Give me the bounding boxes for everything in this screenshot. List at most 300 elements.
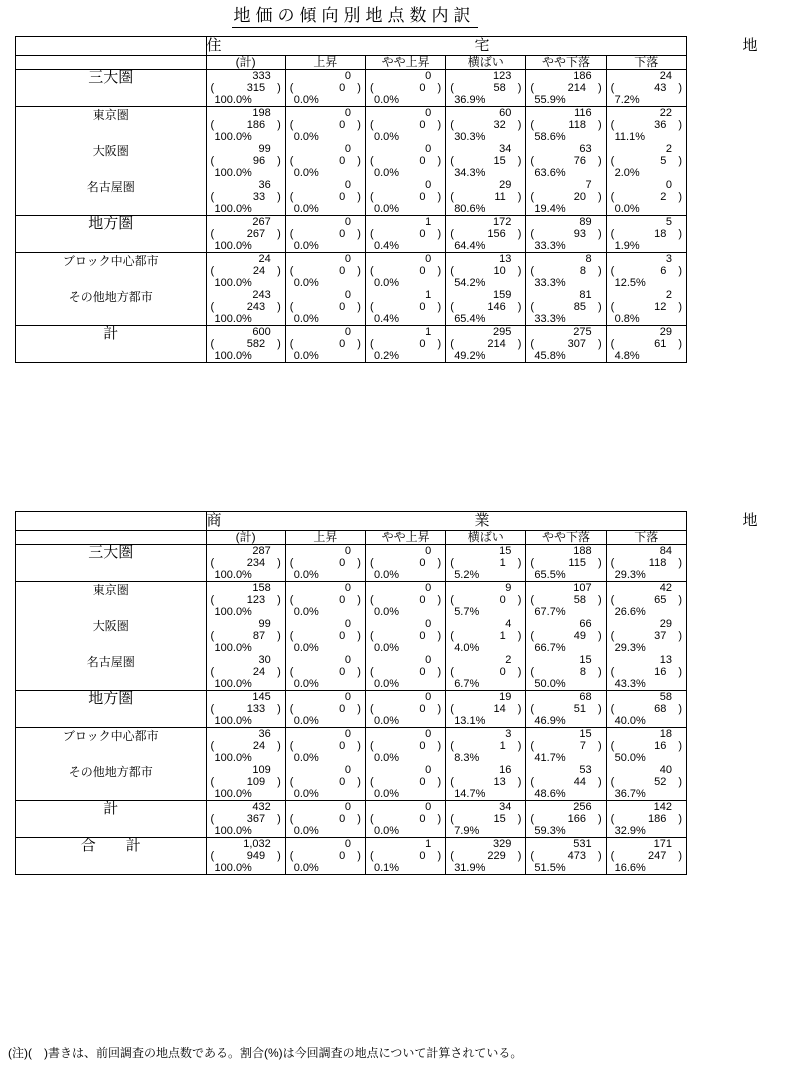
- percent-cell: 0.4%: [365, 313, 445, 326]
- previous-count: 0: [339, 82, 346, 94]
- previous-count-cell: [526, 740, 606, 752]
- close-paren: ): [437, 338, 442, 350]
- open-paren: (: [530, 155, 535, 167]
- column-header: やや上昇: [365, 56, 445, 70]
- previous-count: 93: [573, 228, 586, 240]
- close-paren: ): [517, 850, 522, 862]
- open-paren: (: [610, 557, 615, 569]
- percent-cell: 0.0%: [365, 277, 445, 289]
- open-paren: (: [610, 119, 615, 131]
- previous-count-cell: [285, 703, 365, 715]
- open-paren: (: [289, 301, 294, 313]
- previous-count-cell: [206, 155, 285, 167]
- previous-count-cell: [365, 301, 445, 313]
- row-label: 地方圏: [88, 215, 134, 232]
- percent-cell: 0.0%: [285, 678, 365, 691]
- percent-cell: 58.6%: [526, 131, 606, 143]
- previous-count: 2: [660, 191, 667, 203]
- close-paren: ): [277, 666, 281, 678]
- close-paren: ): [357, 666, 361, 678]
- close-paren: ): [678, 813, 682, 825]
- previous-count: 11: [494, 191, 506, 203]
- previous-count-cell: [446, 666, 526, 678]
- open-paren: (: [369, 338, 374, 350]
- previous-count-cell: [446, 703, 526, 715]
- open-paren: (: [610, 776, 615, 788]
- close-paren: ): [517, 265, 522, 277]
- previous-count: 0: [419, 119, 426, 131]
- count-cell: 1: [365, 838, 445, 851]
- previous-count: 229: [487, 850, 506, 862]
- close-paren: ): [437, 850, 442, 862]
- previous-count: 0: [339, 630, 346, 642]
- row-label-cell: [16, 838, 207, 875]
- count-cell: 30: [206, 654, 285, 666]
- percent-cell: 100.0%: [206, 203, 285, 216]
- percent-cell: 46.9%: [526, 715, 606, 728]
- previous-count: 146: [487, 301, 506, 313]
- previous-count-cell: [446, 191, 526, 203]
- count-cell: 1: [365, 326, 445, 339]
- open-paren: (: [369, 155, 374, 167]
- open-paren: (: [530, 594, 535, 606]
- previous-count: 109: [246, 776, 266, 788]
- previous-count: 0: [419, 191, 426, 203]
- open-paren: (: [450, 265, 454, 277]
- close-paren: ): [277, 703, 281, 715]
- open-paren: (: [369, 301, 374, 313]
- count-cell: 171: [606, 838, 686, 851]
- previous-count-cell: [446, 265, 526, 277]
- previous-count: 0: [339, 557, 346, 569]
- previous-count-cell: [285, 265, 365, 277]
- open-paren: (: [369, 119, 374, 131]
- count-cell: 145: [206, 691, 285, 704]
- previous-count: 96: [252, 155, 266, 167]
- previous-count-cell: [606, 630, 686, 642]
- close-paren: ): [597, 557, 602, 569]
- percent-cell: 0.0%: [285, 825, 365, 838]
- count-cell: 24: [206, 253, 285, 266]
- open-paren: (: [530, 630, 535, 642]
- open-paren: (: [289, 155, 294, 167]
- previous-count: 0: [419, 82, 426, 94]
- previous-count: 52: [654, 776, 667, 788]
- previous-count: 14: [493, 703, 506, 715]
- row-label: 三大圏: [88, 69, 134, 86]
- percent-cell: 4.8%: [606, 350, 686, 363]
- close-paren: ): [277, 557, 281, 569]
- previous-count-cell: [365, 265, 445, 277]
- previous-count: 1: [499, 740, 506, 752]
- percent-cell: 0.0%: [285, 788, 365, 801]
- count-cell: 24: [606, 70, 686, 83]
- previous-count-cell: [365, 740, 445, 752]
- count-cell: 2: [446, 654, 526, 666]
- count-cell: 53: [526, 764, 606, 776]
- percent-cell: 54.2%: [446, 277, 526, 289]
- open-paren: (: [289, 119, 294, 131]
- open-paren: (: [450, 630, 454, 642]
- row-label-cell: [16, 107, 207, 216]
- close-paren: ): [597, 850, 602, 862]
- previous-count: 0: [339, 338, 346, 350]
- percent-cell: 0.0%: [285, 240, 365, 253]
- previous-count: 1: [499, 630, 506, 642]
- table-row: [16, 216, 687, 229]
- previous-count-cell: [446, 850, 526, 862]
- section-label: 住 宅 地: [206, 37, 810, 54]
- previous-count-cell: [526, 228, 606, 240]
- close-paren: ): [678, 191, 682, 203]
- column-header: 横ばい: [446, 531, 526, 545]
- table-row: [16, 582, 687, 595]
- percent-cell: 0.0%: [365, 678, 445, 691]
- previous-count: 76: [573, 155, 586, 167]
- previous-count: 582: [246, 338, 266, 350]
- count-cell: 15: [526, 654, 606, 666]
- close-paren: ): [597, 776, 602, 788]
- previous-count-cell: [206, 630, 285, 642]
- open-paren: (: [530, 813, 535, 825]
- close-paren: ): [678, 594, 682, 606]
- column-header: (計): [206, 56, 285, 70]
- count-cell: 0: [285, 289, 365, 301]
- close-paren: ): [357, 557, 361, 569]
- close-paren: ): [437, 82, 442, 94]
- open-paren: (: [210, 155, 215, 167]
- previous-count: 5: [660, 155, 667, 167]
- previous-count-cell: [526, 776, 606, 788]
- previous-count: 123: [246, 594, 266, 606]
- open-paren: (: [289, 82, 294, 94]
- row-label: 合 計: [80, 837, 141, 854]
- count-cell: 5: [606, 216, 686, 229]
- previous-count-cell: [606, 191, 686, 203]
- count-cell: 0: [285, 70, 365, 83]
- section-corner: [16, 37, 207, 56]
- count-cell: 58: [606, 691, 686, 704]
- open-paren: (: [610, 301, 615, 313]
- previous-count: 24: [252, 265, 266, 277]
- open-paren: (: [289, 228, 294, 240]
- close-paren: ): [678, 666, 682, 678]
- close-paren: ): [437, 666, 442, 678]
- open-paren: (: [369, 776, 374, 788]
- row-label-cell: [16, 801, 207, 838]
- previous-count-cell: [526, 850, 606, 862]
- percent-cell: 100.0%: [206, 862, 285, 875]
- previous-count-cell: [285, 850, 365, 862]
- row-label: その他地方都市: [68, 765, 153, 779]
- close-paren: ): [357, 265, 361, 277]
- previous-count-cell: [365, 703, 445, 715]
- previous-count-cell: [606, 776, 686, 788]
- previous-count: 32: [493, 119, 506, 131]
- table-row: [16, 545, 687, 558]
- count-cell: 15: [526, 728, 606, 741]
- previous-count: 61: [654, 338, 667, 350]
- count-cell: 19: [446, 691, 526, 704]
- open-paren: (: [289, 265, 294, 277]
- percent-cell: 100.0%: [206, 642, 285, 654]
- percent-cell: 11.1%: [606, 131, 686, 143]
- percent-cell: 0.0%: [365, 825, 445, 838]
- previous-count: 58: [493, 82, 506, 94]
- previous-count: 0: [339, 191, 346, 203]
- previous-count-cell: [526, 155, 606, 167]
- column-header: 下落: [606, 531, 686, 545]
- previous-count-cell: [285, 191, 365, 203]
- close-paren: ): [678, 703, 682, 715]
- open-paren: (: [210, 82, 215, 94]
- count-cell: 66: [526, 618, 606, 630]
- close-paren: ): [597, 301, 602, 313]
- commercial-table: [15, 511, 810, 875]
- count-cell: 2: [606, 143, 686, 155]
- open-paren: (: [450, 228, 454, 240]
- close-paren: ): [678, 850, 682, 862]
- percent-cell: 0.0%: [365, 167, 445, 179]
- previous-count: 65: [654, 594, 667, 606]
- previous-count-cell: [365, 557, 445, 569]
- close-paren: ): [437, 265, 442, 277]
- open-paren: (: [289, 191, 294, 203]
- percent-cell: 100.0%: [206, 606, 285, 618]
- percent-cell: 0.0%: [365, 752, 445, 764]
- previous-count-cell: [606, 265, 686, 277]
- row-label: 計: [103, 800, 119, 817]
- count-cell: 0: [285, 545, 365, 558]
- count-cell: 432: [206, 801, 285, 814]
- percent-cell: 31.9%: [446, 862, 526, 875]
- count-cell: 0: [285, 728, 365, 741]
- open-paren: (: [210, 301, 215, 313]
- previous-count-cell: [446, 338, 526, 350]
- count-cell: 0: [365, 107, 445, 120]
- percent-cell: 16.6%: [606, 862, 686, 875]
- percent-cell: 100.0%: [206, 825, 285, 838]
- previous-count-cell: [446, 301, 526, 313]
- table-row: [16, 691, 687, 704]
- previous-count-cell: [365, 191, 445, 203]
- open-paren: (: [289, 630, 294, 642]
- close-paren: ): [678, 119, 682, 131]
- percent-cell: 100.0%: [206, 313, 285, 326]
- open-paren: (: [450, 850, 454, 862]
- close-paren: ): [357, 594, 361, 606]
- count-cell: 84: [606, 545, 686, 558]
- close-paren: ): [517, 228, 522, 240]
- count-cell: 0: [365, 143, 445, 155]
- open-paren: (: [530, 119, 535, 131]
- table-row: [16, 326, 687, 339]
- section-corner: [16, 512, 207, 531]
- open-paren: (: [289, 850, 294, 862]
- close-paren: ): [277, 630, 281, 642]
- previous-count-cell: [285, 82, 365, 94]
- close-paren: ): [437, 776, 442, 788]
- close-paren: ): [597, 703, 602, 715]
- count-cell: 0: [365, 654, 445, 666]
- previous-count: 0: [419, 740, 426, 752]
- count-cell: 0: [285, 838, 365, 851]
- count-cell: 267: [206, 216, 285, 229]
- previous-count: 0: [339, 776, 346, 788]
- count-cell: 600: [206, 326, 285, 339]
- previous-count: 49: [573, 630, 586, 642]
- previous-count: 12: [654, 301, 667, 313]
- count-cell: 0: [365, 582, 445, 595]
- close-paren: ): [437, 557, 442, 569]
- close-paren: ): [357, 155, 361, 167]
- open-paren: (: [530, 850, 535, 862]
- count-cell: 0: [285, 107, 365, 120]
- previous-count: 0: [499, 594, 506, 606]
- previous-count: 36: [654, 119, 667, 131]
- previous-count: 33: [252, 191, 266, 203]
- close-paren: ): [678, 740, 682, 752]
- previous-count-cell: [365, 119, 445, 131]
- count-cell: 0: [285, 253, 365, 266]
- close-paren: ): [437, 740, 442, 752]
- percent-cell: 80.6%: [446, 203, 526, 216]
- previous-count-cell: [606, 666, 686, 678]
- previous-count: 214: [487, 338, 506, 350]
- row-label: 地方圏: [88, 690, 134, 707]
- open-paren: (: [210, 703, 215, 715]
- table-title: 地価の傾向別地点数内訳: [0, 6, 709, 28]
- previous-count-cell: [606, 703, 686, 715]
- previous-count-cell: [285, 666, 365, 678]
- previous-count-cell: [446, 228, 526, 240]
- count-cell: 16: [446, 764, 526, 776]
- close-paren: ): [277, 338, 281, 350]
- close-paren: ): [357, 301, 361, 313]
- previous-count-cell: [526, 630, 606, 642]
- percent-cell: 7.2%: [606, 94, 686, 107]
- previous-count: 949: [246, 850, 266, 862]
- open-paren: (: [530, 557, 535, 569]
- previous-count: 15: [493, 813, 506, 825]
- count-cell: 3: [446, 728, 526, 741]
- close-paren: ): [277, 301, 281, 313]
- count-cell: 1: [365, 289, 445, 301]
- open-paren: (: [289, 703, 294, 715]
- column-header: やや上昇: [365, 531, 445, 545]
- previous-count-cell: [606, 557, 686, 569]
- close-paren: ): [277, 155, 281, 167]
- previous-count: 247: [647, 850, 667, 862]
- close-paren: ): [597, 338, 602, 350]
- previous-count-cell: [606, 740, 686, 752]
- percent-cell: 33.3%: [526, 240, 606, 253]
- previous-count: 307: [567, 338, 586, 350]
- count-cell: 0: [365, 545, 445, 558]
- previous-count: 0: [419, 155, 426, 167]
- previous-count-cell: [526, 594, 606, 606]
- count-cell: 13: [446, 253, 526, 266]
- open-paren: (: [289, 594, 294, 606]
- percent-cell: 0.0%: [365, 131, 445, 143]
- previous-count: 0: [419, 703, 426, 715]
- previous-count: 473: [567, 850, 586, 862]
- previous-count-cell: [606, 338, 686, 350]
- row-label: 東京圏: [92, 108, 129, 122]
- count-cell: 36: [206, 728, 285, 741]
- previous-count-cell: [446, 119, 526, 131]
- close-paren: ): [597, 155, 602, 167]
- percent-cell: 50.0%: [526, 678, 606, 691]
- close-paren: ): [517, 776, 522, 788]
- count-cell: 107: [526, 582, 606, 595]
- percent-cell: 4.0%: [446, 642, 526, 654]
- previous-count: 186: [246, 119, 266, 131]
- percent-cell: 26.6%: [606, 606, 686, 618]
- open-paren: (: [289, 776, 294, 788]
- previous-count-cell: [606, 850, 686, 862]
- percent-cell: 100.0%: [206, 678, 285, 691]
- previous-count-cell: [526, 82, 606, 94]
- close-paren: ): [517, 191, 522, 203]
- previous-count-cell: [206, 703, 285, 715]
- count-cell: 89: [526, 216, 606, 229]
- count-cell: 7: [526, 179, 606, 191]
- open-paren: (: [610, 594, 615, 606]
- previous-count: 18: [654, 228, 667, 240]
- percent-cell: 100.0%: [206, 240, 285, 253]
- previous-count-cell: [526, 557, 606, 569]
- count-cell: 18: [606, 728, 686, 741]
- column-corner: [16, 56, 207, 70]
- close-paren: ): [357, 338, 361, 350]
- table-row: [16, 801, 687, 814]
- previous-count: 0: [419, 301, 426, 313]
- previous-count: 0: [339, 850, 346, 862]
- open-paren: (: [369, 703, 374, 715]
- open-paren: (: [289, 813, 294, 825]
- previous-count: 7: [579, 740, 586, 752]
- table-row: [16, 107, 687, 120]
- row-label: 三大圏: [88, 544, 134, 561]
- row-label-cell: [16, 582, 207, 691]
- previous-count-cell: [285, 155, 365, 167]
- previous-count: 0: [419, 557, 426, 569]
- count-cell: 99: [206, 143, 285, 155]
- previous-count: 1: [499, 557, 506, 569]
- close-paren: ): [678, 155, 682, 167]
- count-cell: 60: [446, 107, 526, 120]
- count-cell: 29: [446, 179, 526, 191]
- open-paren: (: [369, 228, 374, 240]
- percent-cell: 0.0%: [365, 569, 445, 582]
- close-paren: ): [517, 630, 522, 642]
- count-cell: 0: [285, 179, 365, 191]
- percent-cell: 63.6%: [526, 167, 606, 179]
- previous-count: 133: [246, 703, 266, 715]
- percent-cell: 0.0%: [285, 715, 365, 728]
- previous-count-cell: [446, 776, 526, 788]
- count-cell: 40: [606, 764, 686, 776]
- percent-cell: 0.0%: [365, 606, 445, 618]
- table-row: [16, 728, 687, 741]
- percent-cell: 100.0%: [206, 350, 285, 363]
- previous-count-cell: [206, 813, 285, 825]
- previous-count: 0: [339, 265, 346, 277]
- previous-count-cell: [446, 813, 526, 825]
- percent-cell: 0.0%: [365, 94, 445, 107]
- percent-cell: 0.0%: [285, 569, 365, 582]
